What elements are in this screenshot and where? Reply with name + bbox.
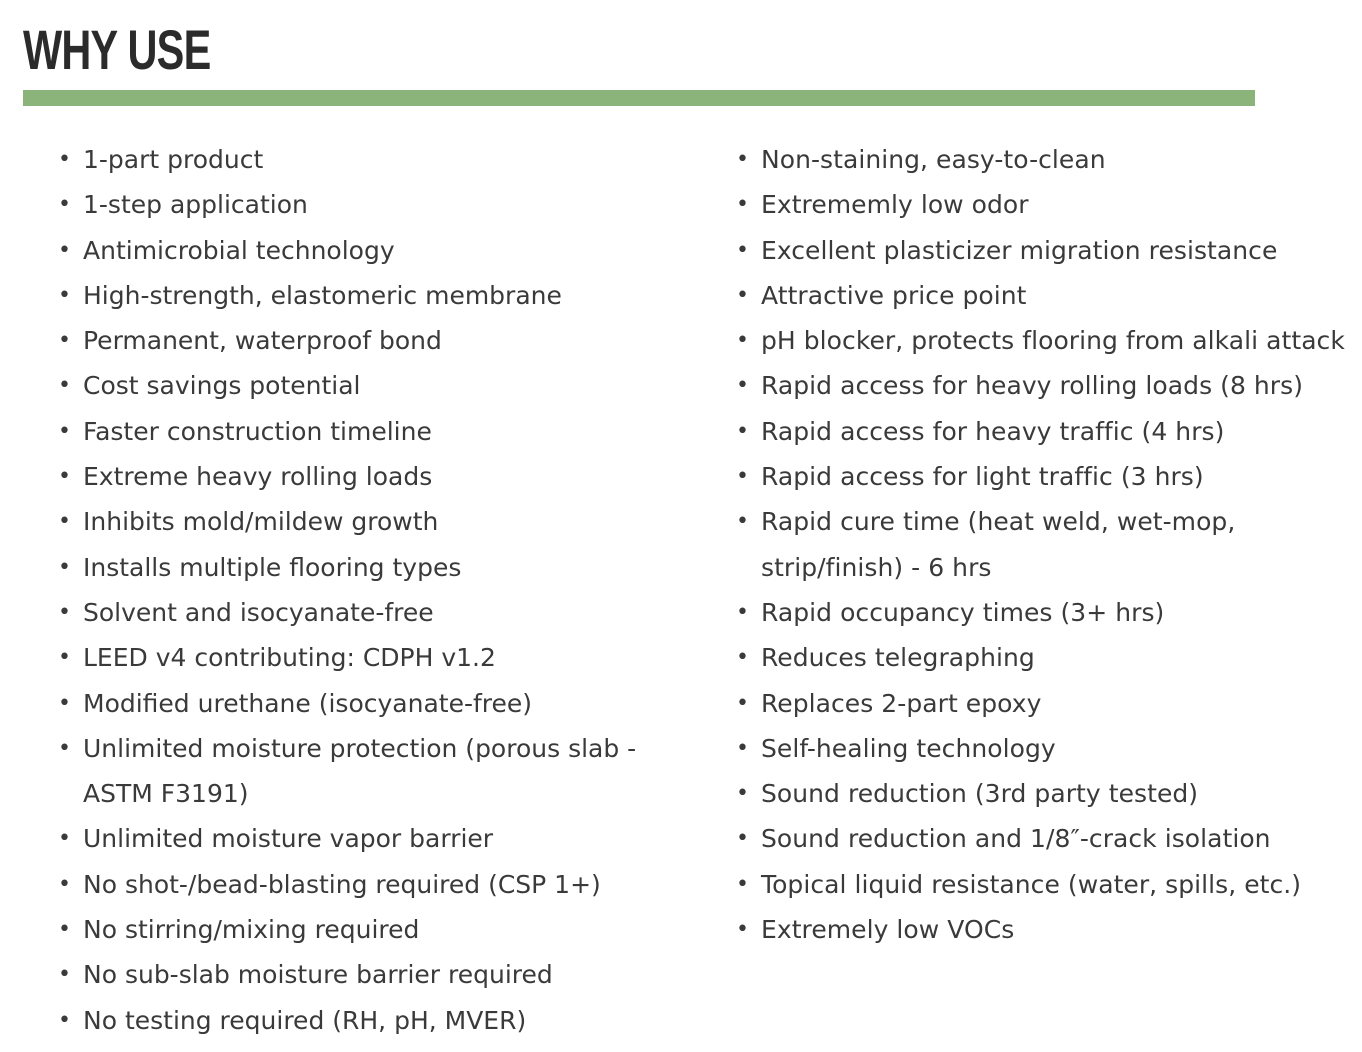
section-heading: WHY USE [23,18,211,81]
list-item [56,545,696,590]
list-item-text: 1-part product [83,145,264,174]
bullet-icon: • [58,554,71,580]
list-item [734,273,1362,318]
bullet-icon: • [58,147,71,172]
list-item [56,273,696,318]
list-item [734,726,1362,771]
list-item [734,228,1362,273]
list-item-text: Rapid cure time (heat weld, wet-mop, strip/finish) - 6 hrs [761,507,1236,582]
bullet-icon: • [736,690,750,716]
bullet-icon: • [736,781,750,807]
list-item-text: Sound reduction (3rd party tested) [761,779,1199,809]
list-item [56,318,696,363]
heading-divider [23,90,1255,106]
list-item [56,816,696,861]
list-item [734,137,1362,182]
list-item [56,182,696,227]
bullet-icon: • [58,599,71,625]
list-item-text: Cost savings potential [83,371,361,401]
list-item-text: LEED v4 contributing: CDPH v1.2 [83,643,496,673]
list-item-text: Rapid access for heavy traffic (4 hrs) [761,416,1225,446]
list-item-text: Non-staining, easy-to-clean [761,145,1106,174]
list-item-text: Self-healing technology [761,733,1056,763]
list-item-text: Extrememly low odor [761,190,1029,220]
list-item [734,816,1362,861]
bullet-icon: • [58,418,71,444]
bullet-icon: • [736,917,750,943]
bullet-icon: • [58,962,71,988]
list-item-text: Rapid access for light traffic (3 hrs) [761,462,1204,492]
benefits-list-right [734,137,1362,952]
list-item [56,952,696,997]
benefits-list-left [56,137,696,1043]
list-item [56,907,696,952]
list-item [56,590,696,635]
bullet-icon: • [58,237,71,263]
list-item-text: Topical liquid resistance (water, spills, etc.) [761,869,1302,899]
bullet-icon: • [736,599,750,625]
list-item-text: Reduces telegraphing [761,643,1035,673]
list-item-text: Permanent, waterproof bond [83,326,442,356]
list-item [734,907,1362,952]
list-item-text: Antimicrobial technology [83,235,395,265]
list-item-text: No stirring/mixing required [83,915,420,945]
list-item [734,681,1362,726]
list-item-text: 1-step application [83,190,308,220]
list-item-text: Extremely low VOCs [761,915,1015,945]
bullet-icon: • [58,282,71,308]
list-item [734,771,1362,816]
list-item-text: Solvent and isocyanate-free [83,597,434,627]
bullet-icon: • [58,735,71,761]
list-item [734,862,1362,907]
list-item-text: Attractive price point [761,280,1027,310]
bullet-icon: • [58,464,71,490]
bullet-icon: • [58,645,71,671]
bullet-icon: • [736,328,750,354]
bullet-icon: • [736,464,750,490]
bullet-icon: • [736,871,750,897]
list-item [56,862,696,907]
list-item-text: Inhibits mold/mildew growth [83,507,439,537]
bullet-icon: • [736,645,750,671]
list-item-text: High-strength, elastomeric membrane [83,280,562,310]
list-item [56,409,696,454]
bullet-icon: • [736,192,750,218]
bullet-icon: • [58,871,71,897]
list-item [734,454,1362,499]
list-item-text: Replaces 2-part epoxy [761,688,1042,718]
list-item [56,363,696,408]
bullet-icon: • [736,509,750,535]
list-item [56,228,696,273]
bullet-icon: • [58,690,71,716]
list-item-text: Faster construction timeline [83,416,432,446]
bullet-icon: • [58,917,71,943]
bullet-icon: • [736,735,750,761]
list-item [734,318,1362,363]
list-item [56,681,696,726]
list-item [734,182,1362,227]
list-item-text: No shot-/bead-blasting required (CSP 1+) [83,869,601,899]
bullet-icon: • [58,373,71,399]
list-item [734,590,1362,635]
list-item-text: Unlimited moisture protection (porous slab - ASTM F3191) [83,733,637,809]
bullet-icon: • [736,282,750,308]
bullet-icon: • [736,826,750,852]
list-item [56,998,696,1043]
list-item [734,635,1362,680]
bullet-icon: • [736,147,750,172]
bullet-icon: • [736,373,750,399]
list-item [56,635,696,680]
list-item [56,454,696,499]
list-item [734,499,1362,590]
list-item [734,363,1362,408]
list-item [56,726,696,817]
list-item [56,137,696,182]
list-item-text: Rapid access for heavy rolling loads (8 hrs) [761,371,1303,401]
bullet-icon: • [58,826,71,852]
list-item-text: No testing required (RH, pH, MVER) [83,1005,527,1035]
list-item-text: pH blocker, protects flooring from alkali attack [761,326,1345,356]
list-item-text: No sub-slab moisture barrier required [83,960,553,990]
bullet-icon: • [58,192,71,218]
list-item-text: Excellent plasticizer migration resistance [761,235,1278,265]
list-item-text: Unlimited moisture vapor barrier [83,824,494,854]
bullet-icon: • [736,418,750,444]
bullet-icon: • [58,509,71,535]
list-item-text: Rapid occupancy times (3+ hrs) [761,597,1165,627]
list-item-text: Installs multiple flooring types [83,552,462,582]
list-item-text: Modified urethane (isocyanate-free) [83,688,533,718]
bullet-icon: • [58,1007,71,1033]
list-item-text: Sound reduction and 1/8″-crack isolation [761,824,1271,854]
list-item [56,499,696,544]
list-item-text: Extreme heavy rolling loads [83,462,433,492]
bullet-icon: • [736,237,750,263]
bullet-icon: • [58,328,71,354]
list-item [734,409,1362,454]
